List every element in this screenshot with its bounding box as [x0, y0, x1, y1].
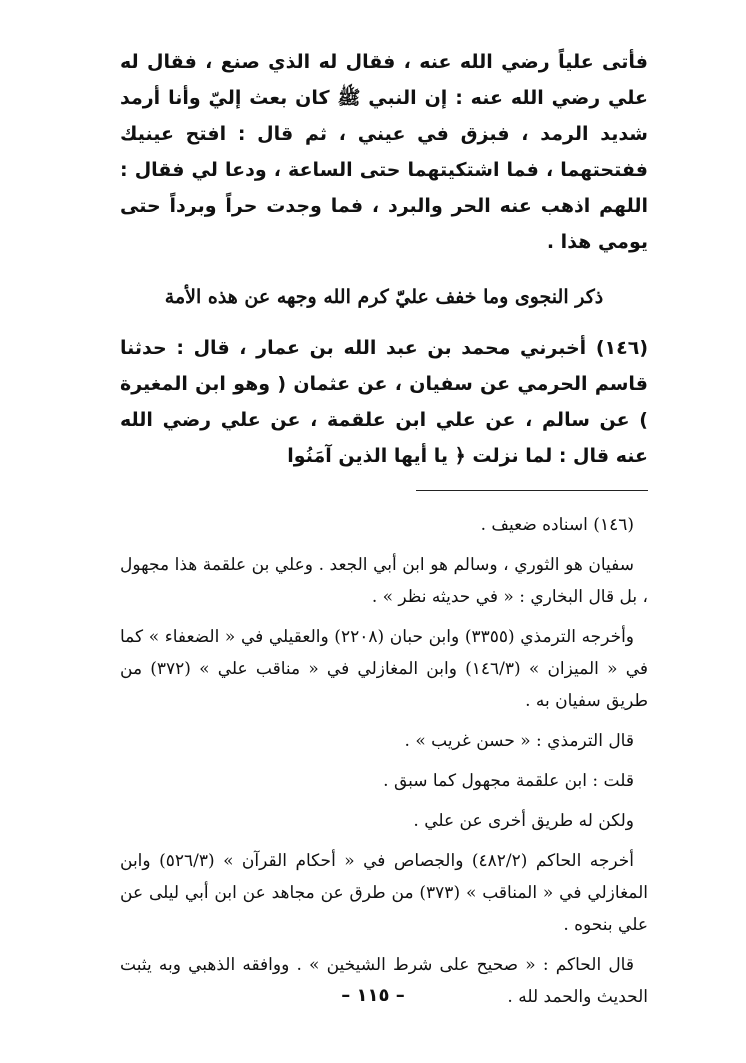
page-body [120, 44, 648, 1021]
footnote-line: سفيان هو الثوري ، وسالم هو ابن أبي الجعد . وعلي بن علقمة هذا [174, 555, 635, 575]
footnote [120, 765, 648, 797]
footnote-line: (٣٧٢) من طريق سفيان به . [120, 659, 648, 711]
hadith-146 [120, 330, 648, 474]
main-line: ثم قال : افتح عينيك ففتحتهما ، فما اشتكيتهما حتى الساعة ، ودعا لي [120, 123, 648, 181]
footnote [120, 509, 648, 541]
footnote-line: أخرجه الحاكم (٤٨٢/٢) والجصاص في « أحكام القرآن » (٥٢٦/٣) [159, 851, 635, 871]
hadith-line: ابن علقمة ، عن علي رضي الله عنه قال : لما نزلت ﴿ يا أيها الذين آمَنُوا [120, 409, 648, 467]
footnote-divider [416, 490, 648, 491]
footnote [120, 621, 648, 717]
footnote-line: قال الحاكم : « صحيح على شرط الشيخين » . ووافقه الذهبي [188, 955, 634, 975]
footnote-line: « الضعفاء » كما في « الميزان » (١٤٦/٣) وابن المغازلي في « مناقب علي » [120, 627, 649, 679]
footnote [120, 549, 648, 613]
page-number: – ١١٥ – [341, 985, 405, 1006]
footnote-line: وبه يثبت الحديث والحمد لله . [120, 955, 648, 1007]
main-line: إن النبي ﷺ كان بعث إليّ وأنا أرمد شديد الرمد ، فبزق في عيني ، [120, 87, 648, 145]
footnote-line: وأخرجه الترمذي (٣٣٥٥) وابن حبان (٢٢٠٨) والعقيلي في [240, 627, 635, 647]
footnote [120, 805, 648, 837]
footnote-line: ولكن له طريق أخرى عن علي . [413, 811, 634, 831]
footnote-line: (١٤٦) اسناده ضعيف . [480, 515, 634, 535]
main-line: يومي هذا . [546, 231, 648, 253]
section-heading: ذكر النجوى وما خفف عليّ كرم الله وجهه عن هذه الأمة [164, 286, 604, 308]
footnote [120, 845, 648, 941]
hadith-line: (١٤٦) أخبرني محمد بن عبد الله بن عمار ، قال : حدثنا قاسم [120, 337, 648, 395]
footnote-line: وابن المغازلي في « المناقب » (٣٧٣) من طرق عن مجاهد عن ابن أبي [120, 851, 648, 903]
main-line: فأتى علياً رضي الله عنه ، فقال له الذي صنع ، فقال له علي رضي الله عنه : [120, 51, 648, 109]
footnote-line: قال الترمذي : « حسن غريب » . [404, 731, 634, 751]
main-line: فقال : اللهم اذهب عنه الحر والبرد ، فما وجدت حراً وبرداً حتى [120, 159, 648, 217]
hadith-line: الحرمي عن سفيان ، عن عثمان ( وهو ابن المغيرة ) عن سالم ، عن علي [120, 373, 648, 431]
footnote-line: مجهول ، بل قال البخاري : « في حديثه نظر » . [120, 555, 648, 607]
footnote [120, 725, 648, 757]
footnote-line: ليلى عن علي بنحوه . [120, 883, 648, 935]
footnote-line: قلت : ابن علقمة مجهول كما سبق . [383, 771, 634, 791]
main-paragraph [120, 44, 648, 260]
